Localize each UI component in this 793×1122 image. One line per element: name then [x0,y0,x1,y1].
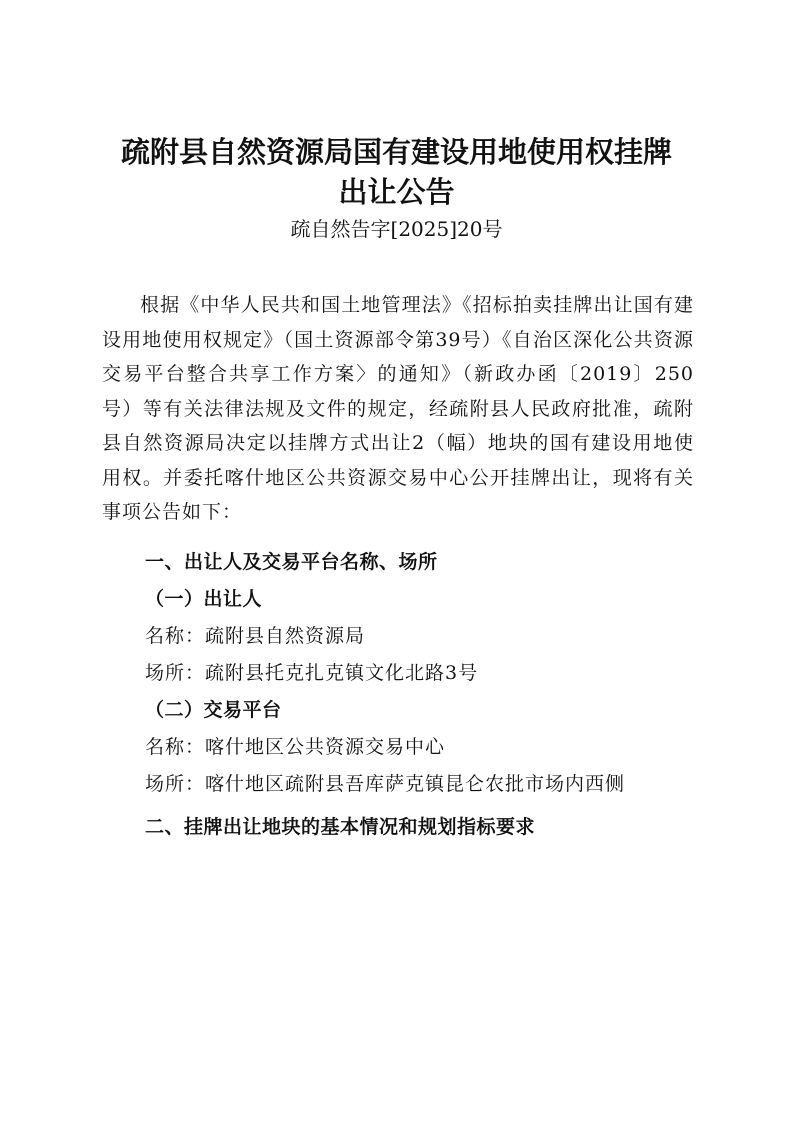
section-1-sub-1-heading: （一）出让人 [145,588,263,610]
section-1-sub-2-heading: （二）交易平台 [145,699,282,721]
intro-paragraph: 根据《中华人民共和国土地管理法》《招标拍卖挂牌出让国有建设用地使用权规定》（国土资源部令第39号）《自治区深化公共资源交易平台整合共享工作方案〉的通知》（新政办函〔2019〕250号）等有关法律法规及文件的规定，经疏附县人民政府批准，疏附县自然资源局决定以挂牌方式出让2（幅）地块的国有建设用地使用权。并委托喀什地区公共资源交易中心公开挂牌出让，现将有关事项公告如下： [102,294,694,523]
transferor-name: 名称：疏附县自然资源局 [145,625,366,647]
document-title-line-1: 疏附县自然资源局国有建设用地使用权挂牌 [120,135,672,169]
section-2-heading: 二、挂牌出让地块的基本情况和规划指标要求 [145,816,536,838]
platform-name: 名称：喀什地区公共资源交易中心 [145,736,446,758]
platform-place: 场所：喀什地区疏附县吾库萨克镇昆仑农批市场内西侧 [145,773,626,795]
section-1-heading: 一、出让人及交易平台名称、场所 [145,551,438,573]
document-title-line-2: 出让公告 [338,175,455,209]
transferor-place: 场所：疏附县托克扎克镇文化北路3号 [145,662,479,684]
document-number: 疏自然告字[2025]20号 [290,217,503,241]
